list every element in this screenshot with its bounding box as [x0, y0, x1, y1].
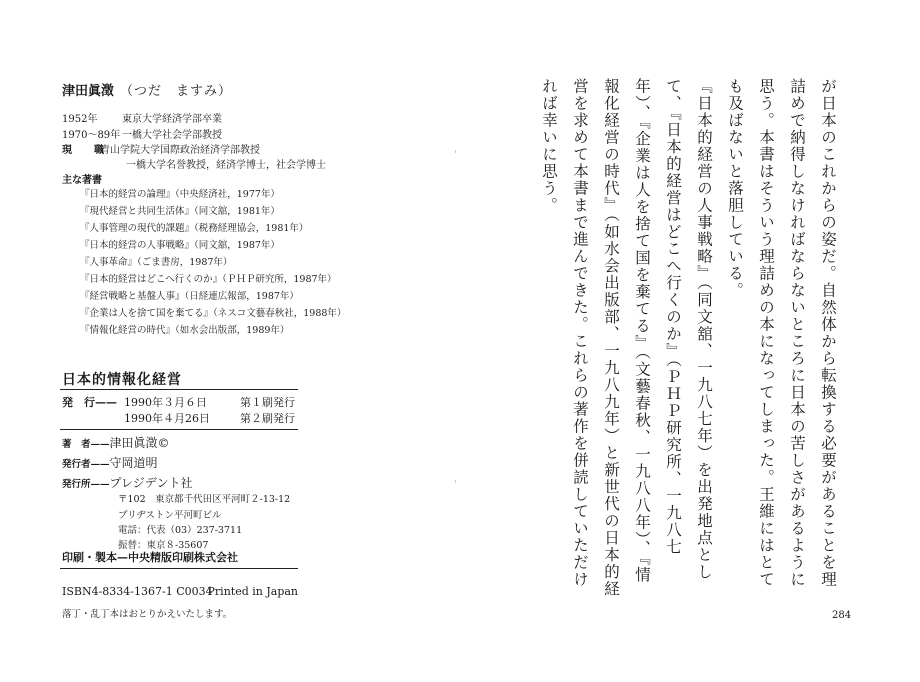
- paragraph: が日本のこれからの姿だ。自然体から転換する必要があることを理詰めで納得しなければならないところに日本の苦しさがあるように思う。本書はそういう理詰めの本になってしまった。王維にはとても及ばないと落胆している。: [726, 78, 837, 588]
- text-page: [460, 0, 920, 682]
- author-credit: [62, 434, 170, 451]
- works-item: 『人事革命』（ごま書房，1987年）: [80, 257, 233, 268]
- works-item: 『日本的経営の人事戦略』（同文舘，1987年）: [80, 240, 280, 251]
- book-title: 日本的情報化経営: [62, 372, 182, 388]
- author-reading: （つだ ますみ）: [120, 84, 233, 99]
- works-item: 『経営戦略と基盤人事』（日経連広報部，1987年）: [80, 291, 299, 302]
- works-item: 『日本的経営はどこへ行くのか』（ＰＨＰ研究所，1987年）: [80, 274, 337, 285]
- bio-year: 1952年: [62, 114, 98, 125]
- author-credit-label: 著 者——: [62, 439, 110, 450]
- rule-line: [60, 568, 298, 569]
- publisher-label: 発行所——: [62, 479, 110, 490]
- isbn: ISBN4-8334-1367-1 C0034: [62, 585, 213, 598]
- works-item: 『企業は人を捨て国を棄てる』（ネスコ文藝春秋社，1988年）: [80, 308, 347, 319]
- publisher-person-name: 守岡道明: [109, 456, 158, 470]
- edition-row: [62, 410, 295, 426]
- bio-year: 1970～89年: [62, 130, 121, 141]
- author-name: 津田眞澂: [62, 84, 115, 99]
- publisher-person-label: 発行者——: [62, 459, 110, 470]
- edition-label: 発 行——: [62, 396, 117, 409]
- bio-entry: [62, 126, 222, 141]
- rule-line: [60, 429, 298, 430]
- publisher-credit: [62, 474, 193, 491]
- edition-number: 第２刷発行: [240, 412, 295, 425]
- rule-line: [60, 389, 298, 390]
- printed-in: Printed in Japan: [207, 585, 298, 598]
- gutter-mark: [455, 150, 456, 153]
- current-position-label: 現 職: [62, 145, 110, 156]
- works-item: 『人事管理の現代的課題』（税務経理協会，1981年）: [80, 223, 309, 234]
- works-item: 『日本的経営の論理』（中央経済社，1977年）: [80, 189, 280, 200]
- current-position-line: 一橋大学名誉教授，経済学博士，社会学博士: [126, 160, 326, 171]
- bio-text: 東京大学経済学部卒業: [122, 114, 222, 125]
- page-number: 284: [832, 610, 852, 621]
- current-position-line: 青山学院大学国際政治経済学部教授: [100, 145, 260, 156]
- bio-text: 一橋大学社会学部教授: [122, 130, 222, 141]
- address-line: 振替：東京８-35607: [118, 540, 209, 551]
- edition-date: 1990年４月26日: [124, 412, 210, 425]
- works-item: 『現代経営と共同生活体』（同文舘，1981年）: [80, 206, 280, 217]
- gutter-mark: [455, 480, 456, 483]
- address-line: 〒102 東京都千代田区平河町２-13-12: [118, 494, 291, 505]
- body-text: [513, 78, 843, 598]
- replacement-note: 落丁・乱丁本はおとりかえいたします。: [62, 609, 233, 620]
- publisher-name: プレジデント社: [109, 476, 193, 490]
- bio-entry: [62, 110, 222, 125]
- address-line: 電話：代表（03）237-3711: [118, 525, 243, 536]
- printer-credit: 印刷・製本—中央精版印刷株式会社: [62, 551, 238, 564]
- edition-date: 1990年３月６日: [124, 396, 207, 409]
- works-heading: 主な著書: [62, 175, 102, 186]
- paragraph: 『日本的経営の人事戦略』（同文舘、一九八七年）を出発地点として、『日本的経営はどこへ行くのか』（ＰＨＰ研究所、一九八七年）、『企業は人を捨て国を棄てる』（文藝春秋、一九八八年）、『情報化経営の時代』（如水会出版部、一九八九年）と新世代の日本的経営を求めて本書まで進んできた。これらの著作を併読していただければ幸いに思う。: [540, 78, 713, 598]
- publisher-person-credit: [62, 454, 158, 471]
- edition-number: 第１刷発行: [240, 396, 295, 409]
- works-item: 『情報化経営の時代』（如水会出版部，1989年）: [80, 325, 290, 336]
- isbn-row: [62, 585, 298, 598]
- address-line: ブリヂストン平河町ビル: [118, 510, 222, 521]
- author-credit-name: 津田眞澂©: [109, 436, 170, 450]
- current-position: [62, 141, 260, 156]
- author-heading: [62, 80, 232, 99]
- edition-row: [62, 394, 295, 410]
